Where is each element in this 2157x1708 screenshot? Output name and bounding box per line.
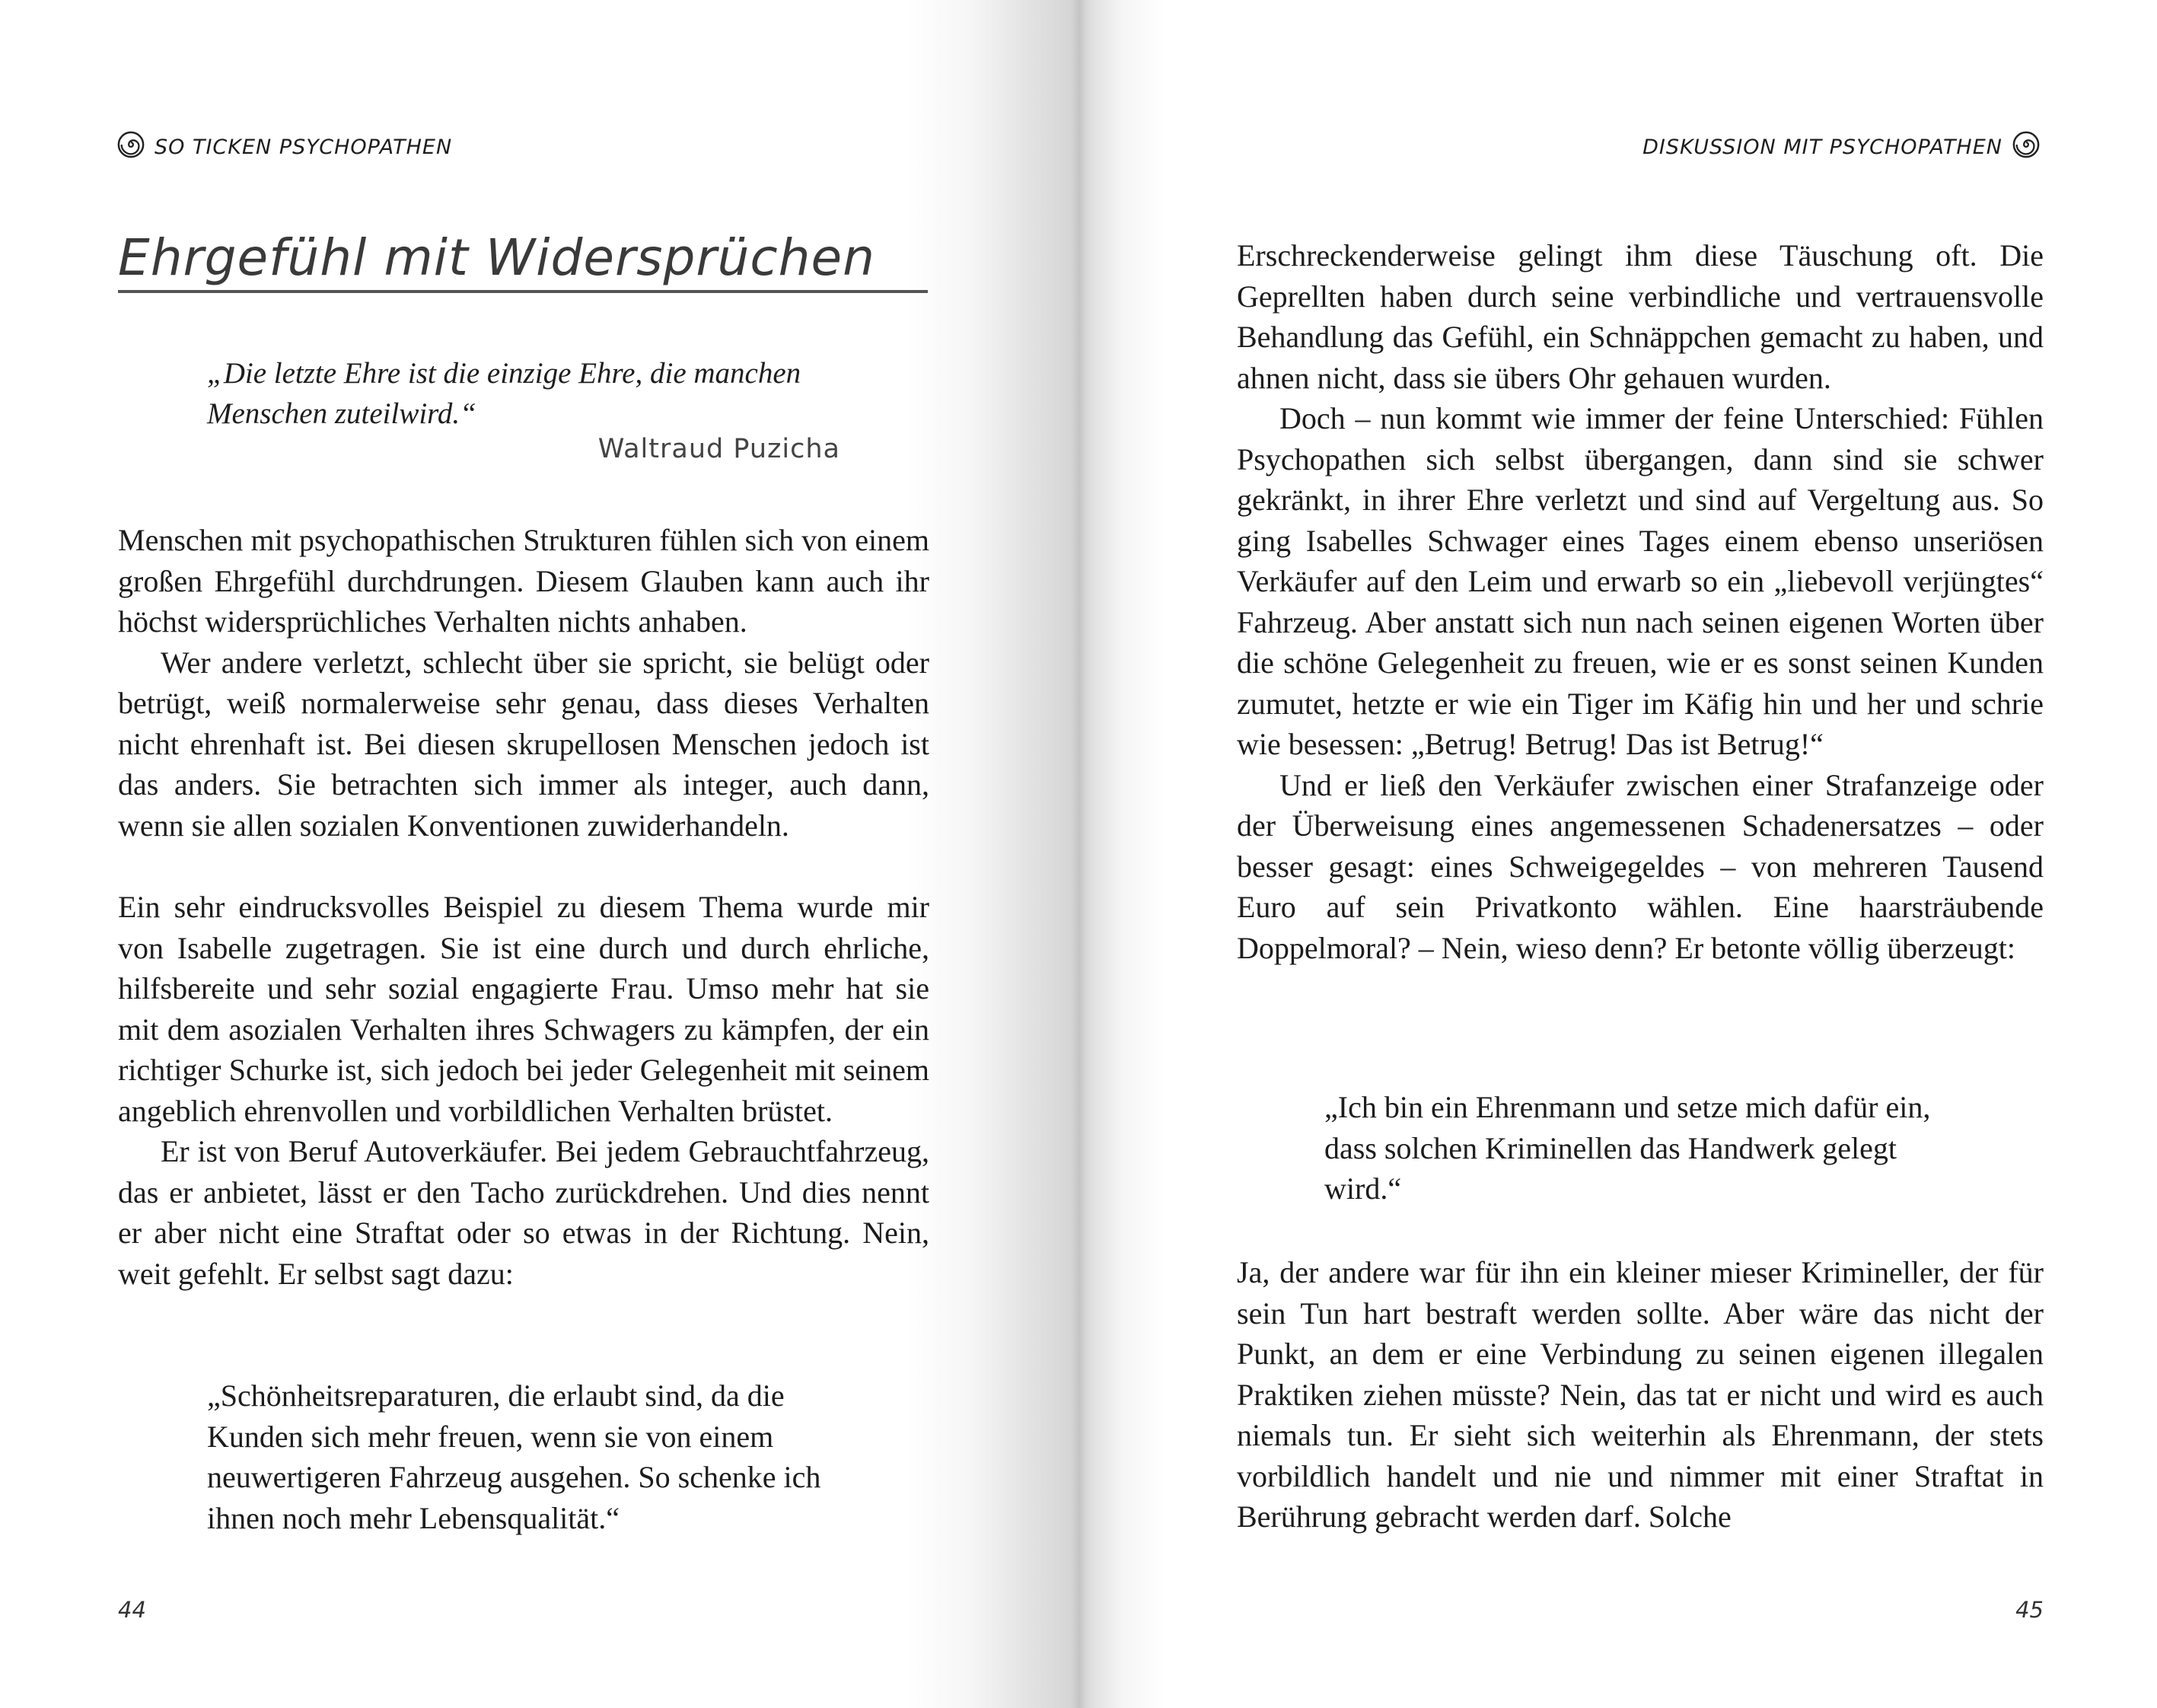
paragraph: Erschreckenderweise gelingt ihm diese Täuschung oft. Die Geprellten haben durch seine verbindliche und vertrauensvolle Behandlung das Gefühl, ein Schnäppchen gemacht zu haben, und ahnen nicht, dass sie übers Ohr gehauen wurden. — [1237, 238, 2044, 395]
page-number-right: 45 — [2015, 1597, 2044, 1623]
spiral-icon — [2012, 130, 2041, 164]
left-block-quote: „Schönheitsreparaturen, die erlaubt sind, da die Kunden sich mehr freuen, wenn sie von einem neuwertigeren Fahrzeug ausgehen. So schenke ich ihnen noch mehr Lebensqualität.“ — [207, 1378, 821, 1535]
paragraph: Und er ließ den Verkäufer zwischen einer Strafanzeige oder der Überweisung eines angemessenen Schadenersatzes – oder besser gesagt: eines Schweigegeldes – von mehreren Tausend Euro auf sein Privatkonto wählen. Eine haarsträubende Doppelmoral? – Nein, wieso denn? Er betonte völlig überzeugt: — [1237, 767, 2044, 965]
epigraph-author: Waltraud Puzicha — [597, 434, 840, 464]
paragraph: Menschen mit psychopathischen Strukturen fühlen sich von einem großen Ehrgefühl durchdrungen. Diesem Glauben kann auch ihr höchst widersprüchliches Verhalten nichts anhaben. — [118, 523, 929, 639]
book-gutter-shadow — [1071, 0, 1086, 1708]
title-underline — [118, 290, 928, 293]
paragraph: Wer andere verletzt, schlecht über sie spricht, sie belügt oder betrügt, weiß normalerweise sehr genau, dass dieses Verhalten nicht ehrenhaft ist. Bei diesen skrupellosen Menschen jedoch ist das anders. Sie betrachten sich immer als integer, auch dann, wenn sie allen sozialen Konventionen zuwiderhandeln. — [118, 645, 929, 843]
epigraph-quote: „Die letzte Ehre ist die einzige Ehre, die manchen Menschen zuteilwird.“ — [207, 357, 801, 430]
right-block-quote: „Ich bin ein Ehrenmann und setze mich dafür ein, dass solchen Kriminellen das Handwerk gelegt wird.“ — [1324, 1090, 1931, 1206]
paragraph: Ein sehr eindrucksvolles Beispiel zu diesem Thema wurde mir von Isabelle zugetragen. Sie ist eine durch und durch ehrliche, hilfsbereite und sehr sozial engagierte Frau. Umso mehr hat sie mit dem asozialen Verhalten ihres Schwagers zu kämpfen, der ein richtiger Schurke ist, sich jedoch bei jeder Gelegenheit mit seinem angeblich ehrenvollen und vorbildlichen Verhalten brüstet. — [118, 890, 929, 1128]
paragraph: Doch – nun kommt wie immer der feine Unterschied: Fühlen Psychopathen sich selbst übergangen, dann sind sie schwer gekränkt, in ihrer Ehre verletzt und sind auf Vergeltung aus. So ging Isabelles Schwager eines Tages einem ebenso unseriösen Verkäufer auf den Leim und erwarb so ein „liebevoll verjüngtes“ Fahrzeug. Aber anstatt sich nun nach seinen eigenen Worten über die schöne Gelegenheit zu freuen, wie er es sonst seinen Kunden zumutet, hetzte er wie ein Tiger im Käfig hin und her und schrie wie besessen: „Betrug! Betrug! Das ist Betrug!“ — [1237, 401, 2044, 761]
right-running-head — [1642, 130, 2041, 164]
chapter-title: Ehrgefühl mit Widersprüchen — [118, 228, 875, 287]
left-running-head — [116, 130, 452, 164]
right-section-2 — [1237, 1252, 2044, 1538]
paragraph: Ja, der andere war für ihn ein kleiner mieser Krimineller, der für sein Tun hart bestraft werden sollte. Aber wäre das nicht der Punkt, an dem er eine Verbindung zu seinen eigenen illegalen Praktiken ziehen müsste? Nein, das tat er nicht und wird es auch niemals tun. Er sieht sich weiterhin als Ehrenmann, der stets vorbildlich handelt und nie und nimmer mit einer Straftat in Berührung gebracht werden darf. Solche — [1237, 1255, 2044, 1534]
left-section-2 — [118, 887, 929, 1294]
left-page — [0, 0, 1078, 1708]
paragraph: Er ist von Beruf Autoverkäufer. Bei jedem Gebrauchtfahrzeug, das er anbietet, lässt er den Tacho zurückdrehen. Und dies nennt er aber nicht eine Straftat oder so etwas in der Richtung. Nein, weit gefehlt. Er selbst sagt dazu: — [118, 1134, 929, 1291]
right-running-head-text: DISKUSSION MIT PSYCHOPATHEN — [1642, 135, 2002, 159]
right-section-1 — [1237, 235, 2044, 968]
left-section-1 — [118, 520, 929, 846]
page-number-left: 44 — [118, 1597, 146, 1623]
spiral-icon — [116, 130, 145, 164]
left-running-head-text: SO TICKEN PSYCHOPATHEN — [155, 135, 453, 159]
